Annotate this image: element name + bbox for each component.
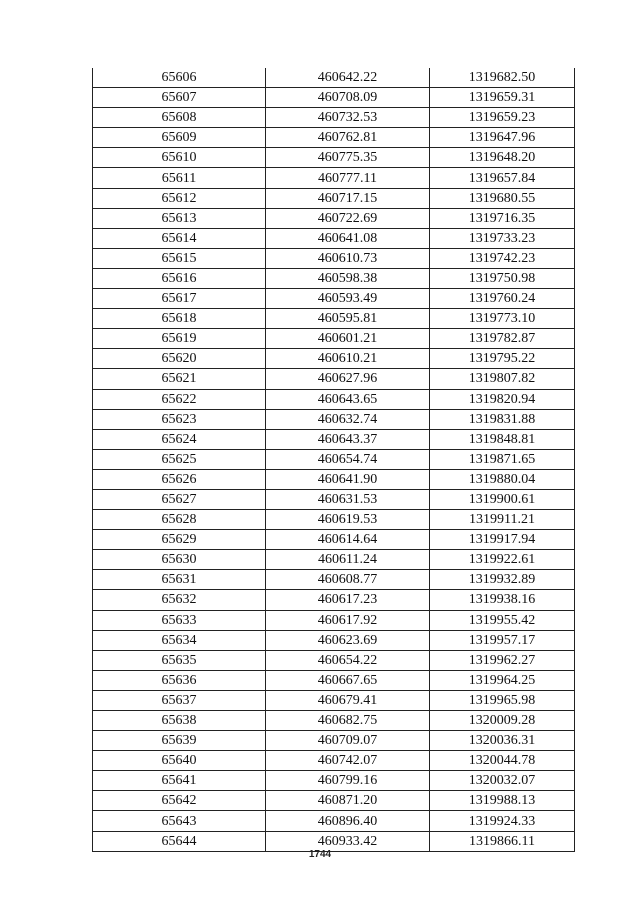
x-coordinate-cell: 460679.41 (266, 690, 430, 710)
point-id-cell: 65621 (93, 369, 266, 389)
y-coordinate-cell: 1319773.10 (430, 309, 575, 329)
y-coordinate-cell: 1319866.11 (430, 831, 575, 851)
point-id-cell: 65632 (93, 590, 266, 610)
y-coordinate-cell: 1319742.23 (430, 248, 575, 268)
y-coordinate-cell: 1319682.50 (430, 68, 575, 88)
table-row (93, 469, 575, 489)
table-row (93, 771, 575, 791)
point-id-cell: 65634 (93, 630, 266, 650)
y-coordinate-cell: 1320009.28 (430, 711, 575, 731)
y-coordinate-cell: 1319911.21 (430, 510, 575, 530)
table-row (93, 791, 575, 811)
point-id-cell: 65616 (93, 268, 266, 288)
x-coordinate-cell: 460608.77 (266, 570, 430, 590)
x-coordinate-cell: 460775.35 (266, 148, 430, 168)
point-id-cell: 65637 (93, 690, 266, 710)
y-coordinate-cell: 1319750.98 (430, 268, 575, 288)
table-row (93, 128, 575, 148)
point-id-cell: 65611 (93, 168, 266, 188)
y-coordinate-cell: 1319807.82 (430, 369, 575, 389)
table-row (93, 349, 575, 369)
x-coordinate-cell: 460742.07 (266, 751, 430, 771)
y-coordinate-cell: 1319924.33 (430, 811, 575, 831)
y-coordinate-cell: 1319760.24 (430, 289, 575, 309)
x-coordinate-cell: 460593.49 (266, 289, 430, 309)
point-id-cell: 65614 (93, 228, 266, 248)
y-coordinate-cell: 1319820.94 (430, 389, 575, 409)
point-id-cell: 65629 (93, 530, 266, 550)
table-row (93, 168, 575, 188)
table-row (93, 650, 575, 670)
y-coordinate-cell: 1319680.55 (430, 188, 575, 208)
y-coordinate-cell: 1319932.89 (430, 570, 575, 590)
coordinates-table (92, 68, 575, 852)
page-number: 1744 (308, 849, 332, 860)
table-row (93, 630, 575, 650)
table-row (93, 449, 575, 469)
x-coordinate-cell: 460631.53 (266, 489, 430, 509)
x-coordinate-cell: 460641.08 (266, 228, 430, 248)
point-id-cell: 65608 (93, 108, 266, 128)
x-coordinate-cell: 460643.37 (266, 429, 430, 449)
point-id-cell: 65641 (93, 771, 266, 791)
table-row (93, 610, 575, 630)
x-coordinate-cell: 460619.53 (266, 510, 430, 530)
table-row (93, 248, 575, 268)
table-row (93, 148, 575, 168)
table-row (93, 570, 575, 590)
point-id-cell: 65626 (93, 469, 266, 489)
table-row (93, 510, 575, 530)
y-coordinate-cell: 1319831.88 (430, 409, 575, 429)
table-row (93, 329, 575, 349)
point-id-cell: 65606 (93, 68, 266, 88)
x-coordinate-cell: 460717.15 (266, 188, 430, 208)
x-coordinate-cell: 460614.64 (266, 530, 430, 550)
y-coordinate-cell: 1319962.27 (430, 650, 575, 670)
point-id-cell: 65613 (93, 208, 266, 228)
coordinates-table-body (93, 68, 575, 851)
table-row (93, 811, 575, 831)
x-coordinate-cell: 460610.73 (266, 248, 430, 268)
point-id-cell: 65618 (93, 309, 266, 329)
y-coordinate-cell: 1319657.84 (430, 168, 575, 188)
x-coordinate-cell: 460617.92 (266, 610, 430, 630)
table-row (93, 731, 575, 751)
y-coordinate-cell: 1319988.13 (430, 791, 575, 811)
point-id-cell: 65612 (93, 188, 266, 208)
table-row (93, 690, 575, 710)
table-row (93, 409, 575, 429)
table-row (93, 228, 575, 248)
table-row (93, 289, 575, 309)
y-coordinate-cell: 1319957.17 (430, 630, 575, 650)
y-coordinate-cell: 1319659.31 (430, 88, 575, 108)
x-coordinate-cell: 460641.90 (266, 469, 430, 489)
point-id-cell: 65619 (93, 329, 266, 349)
table-row (93, 670, 575, 690)
y-coordinate-cell: 1319782.87 (430, 329, 575, 349)
point-id-cell: 65643 (93, 811, 266, 831)
x-coordinate-cell: 460611.24 (266, 550, 430, 570)
point-id-cell: 65617 (93, 289, 266, 309)
y-coordinate-cell: 1319848.81 (430, 429, 575, 449)
y-coordinate-cell: 1319733.23 (430, 228, 575, 248)
y-coordinate-cell: 1319964.25 (430, 670, 575, 690)
point-id-cell: 65644 (93, 831, 266, 851)
table-row (93, 550, 575, 570)
y-coordinate-cell: 1319922.61 (430, 550, 575, 570)
point-id-cell: 65620 (93, 349, 266, 369)
table-row (93, 208, 575, 228)
x-coordinate-cell: 460871.20 (266, 791, 430, 811)
x-coordinate-cell: 460601.21 (266, 329, 430, 349)
table-row (93, 429, 575, 449)
table-row (93, 530, 575, 550)
x-coordinate-cell: 460627.96 (266, 369, 430, 389)
y-coordinate-cell: 1319900.61 (430, 489, 575, 509)
x-coordinate-cell: 460708.09 (266, 88, 430, 108)
x-coordinate-cell: 460933.42 (266, 831, 430, 851)
x-coordinate-cell: 460595.81 (266, 309, 430, 329)
x-coordinate-cell: 460762.81 (266, 128, 430, 148)
y-coordinate-cell: 1319880.04 (430, 469, 575, 489)
point-id-cell: 65609 (93, 128, 266, 148)
point-id-cell: 65633 (93, 610, 266, 630)
point-id-cell: 65636 (93, 670, 266, 690)
table-row (93, 188, 575, 208)
y-coordinate-cell: 1320036.31 (430, 731, 575, 751)
y-coordinate-cell: 1319938.16 (430, 590, 575, 610)
point-id-cell: 65639 (93, 731, 266, 751)
table-row (93, 68, 575, 88)
point-id-cell: 65610 (93, 148, 266, 168)
x-coordinate-cell: 460654.74 (266, 449, 430, 469)
y-coordinate-cell: 1319659.23 (430, 108, 575, 128)
y-coordinate-cell: 1319647.96 (430, 128, 575, 148)
table-row (93, 389, 575, 409)
table-row (93, 268, 575, 288)
x-coordinate-cell: 460610.21 (266, 349, 430, 369)
table-row (93, 88, 575, 108)
point-id-cell: 65640 (93, 751, 266, 771)
y-coordinate-cell: 1319871.65 (430, 449, 575, 469)
table-row (93, 108, 575, 128)
x-coordinate-cell: 460632.74 (266, 409, 430, 429)
table-row (93, 751, 575, 771)
y-coordinate-cell: 1319648.20 (430, 148, 575, 168)
y-coordinate-cell: 1320032.07 (430, 771, 575, 791)
point-id-cell: 65630 (93, 550, 266, 570)
y-coordinate-cell: 1319965.98 (430, 690, 575, 710)
point-id-cell: 65635 (93, 650, 266, 670)
x-coordinate-cell: 460623.69 (266, 630, 430, 650)
x-coordinate-cell: 460682.75 (266, 711, 430, 731)
x-coordinate-cell: 460654.22 (266, 650, 430, 670)
y-coordinate-cell: 1319917.94 (430, 530, 575, 550)
point-id-cell: 65638 (93, 711, 266, 731)
point-id-cell: 65627 (93, 489, 266, 509)
x-coordinate-cell: 460732.53 (266, 108, 430, 128)
point-id-cell: 65642 (93, 791, 266, 811)
x-coordinate-cell: 460709.07 (266, 731, 430, 751)
x-coordinate-cell: 460643.65 (266, 389, 430, 409)
point-id-cell: 65623 (93, 409, 266, 429)
point-id-cell: 65622 (93, 389, 266, 409)
y-coordinate-cell: 1319716.35 (430, 208, 575, 228)
y-coordinate-cell: 1319795.22 (430, 349, 575, 369)
table-row (93, 369, 575, 389)
x-coordinate-cell: 460617.23 (266, 590, 430, 610)
x-coordinate-cell: 460722.69 (266, 208, 430, 228)
point-id-cell: 65615 (93, 248, 266, 268)
table-row (93, 489, 575, 509)
table-row (93, 590, 575, 610)
x-coordinate-cell: 460642.22 (266, 68, 430, 88)
y-coordinate-cell: 1320044.78 (430, 751, 575, 771)
point-id-cell: 65607 (93, 88, 266, 108)
x-coordinate-cell: 460799.16 (266, 771, 430, 791)
x-coordinate-cell: 460896.40 (266, 811, 430, 831)
x-coordinate-cell: 460598.38 (266, 268, 430, 288)
x-coordinate-cell: 460777.11 (266, 168, 430, 188)
point-id-cell: 65624 (93, 429, 266, 449)
point-id-cell: 65625 (93, 449, 266, 469)
point-id-cell: 65631 (93, 570, 266, 590)
point-id-cell: 65628 (93, 510, 266, 530)
x-coordinate-cell: 460667.65 (266, 670, 430, 690)
table-row (93, 711, 575, 731)
table-row (93, 309, 575, 329)
y-coordinate-cell: 1319955.42 (430, 610, 575, 630)
